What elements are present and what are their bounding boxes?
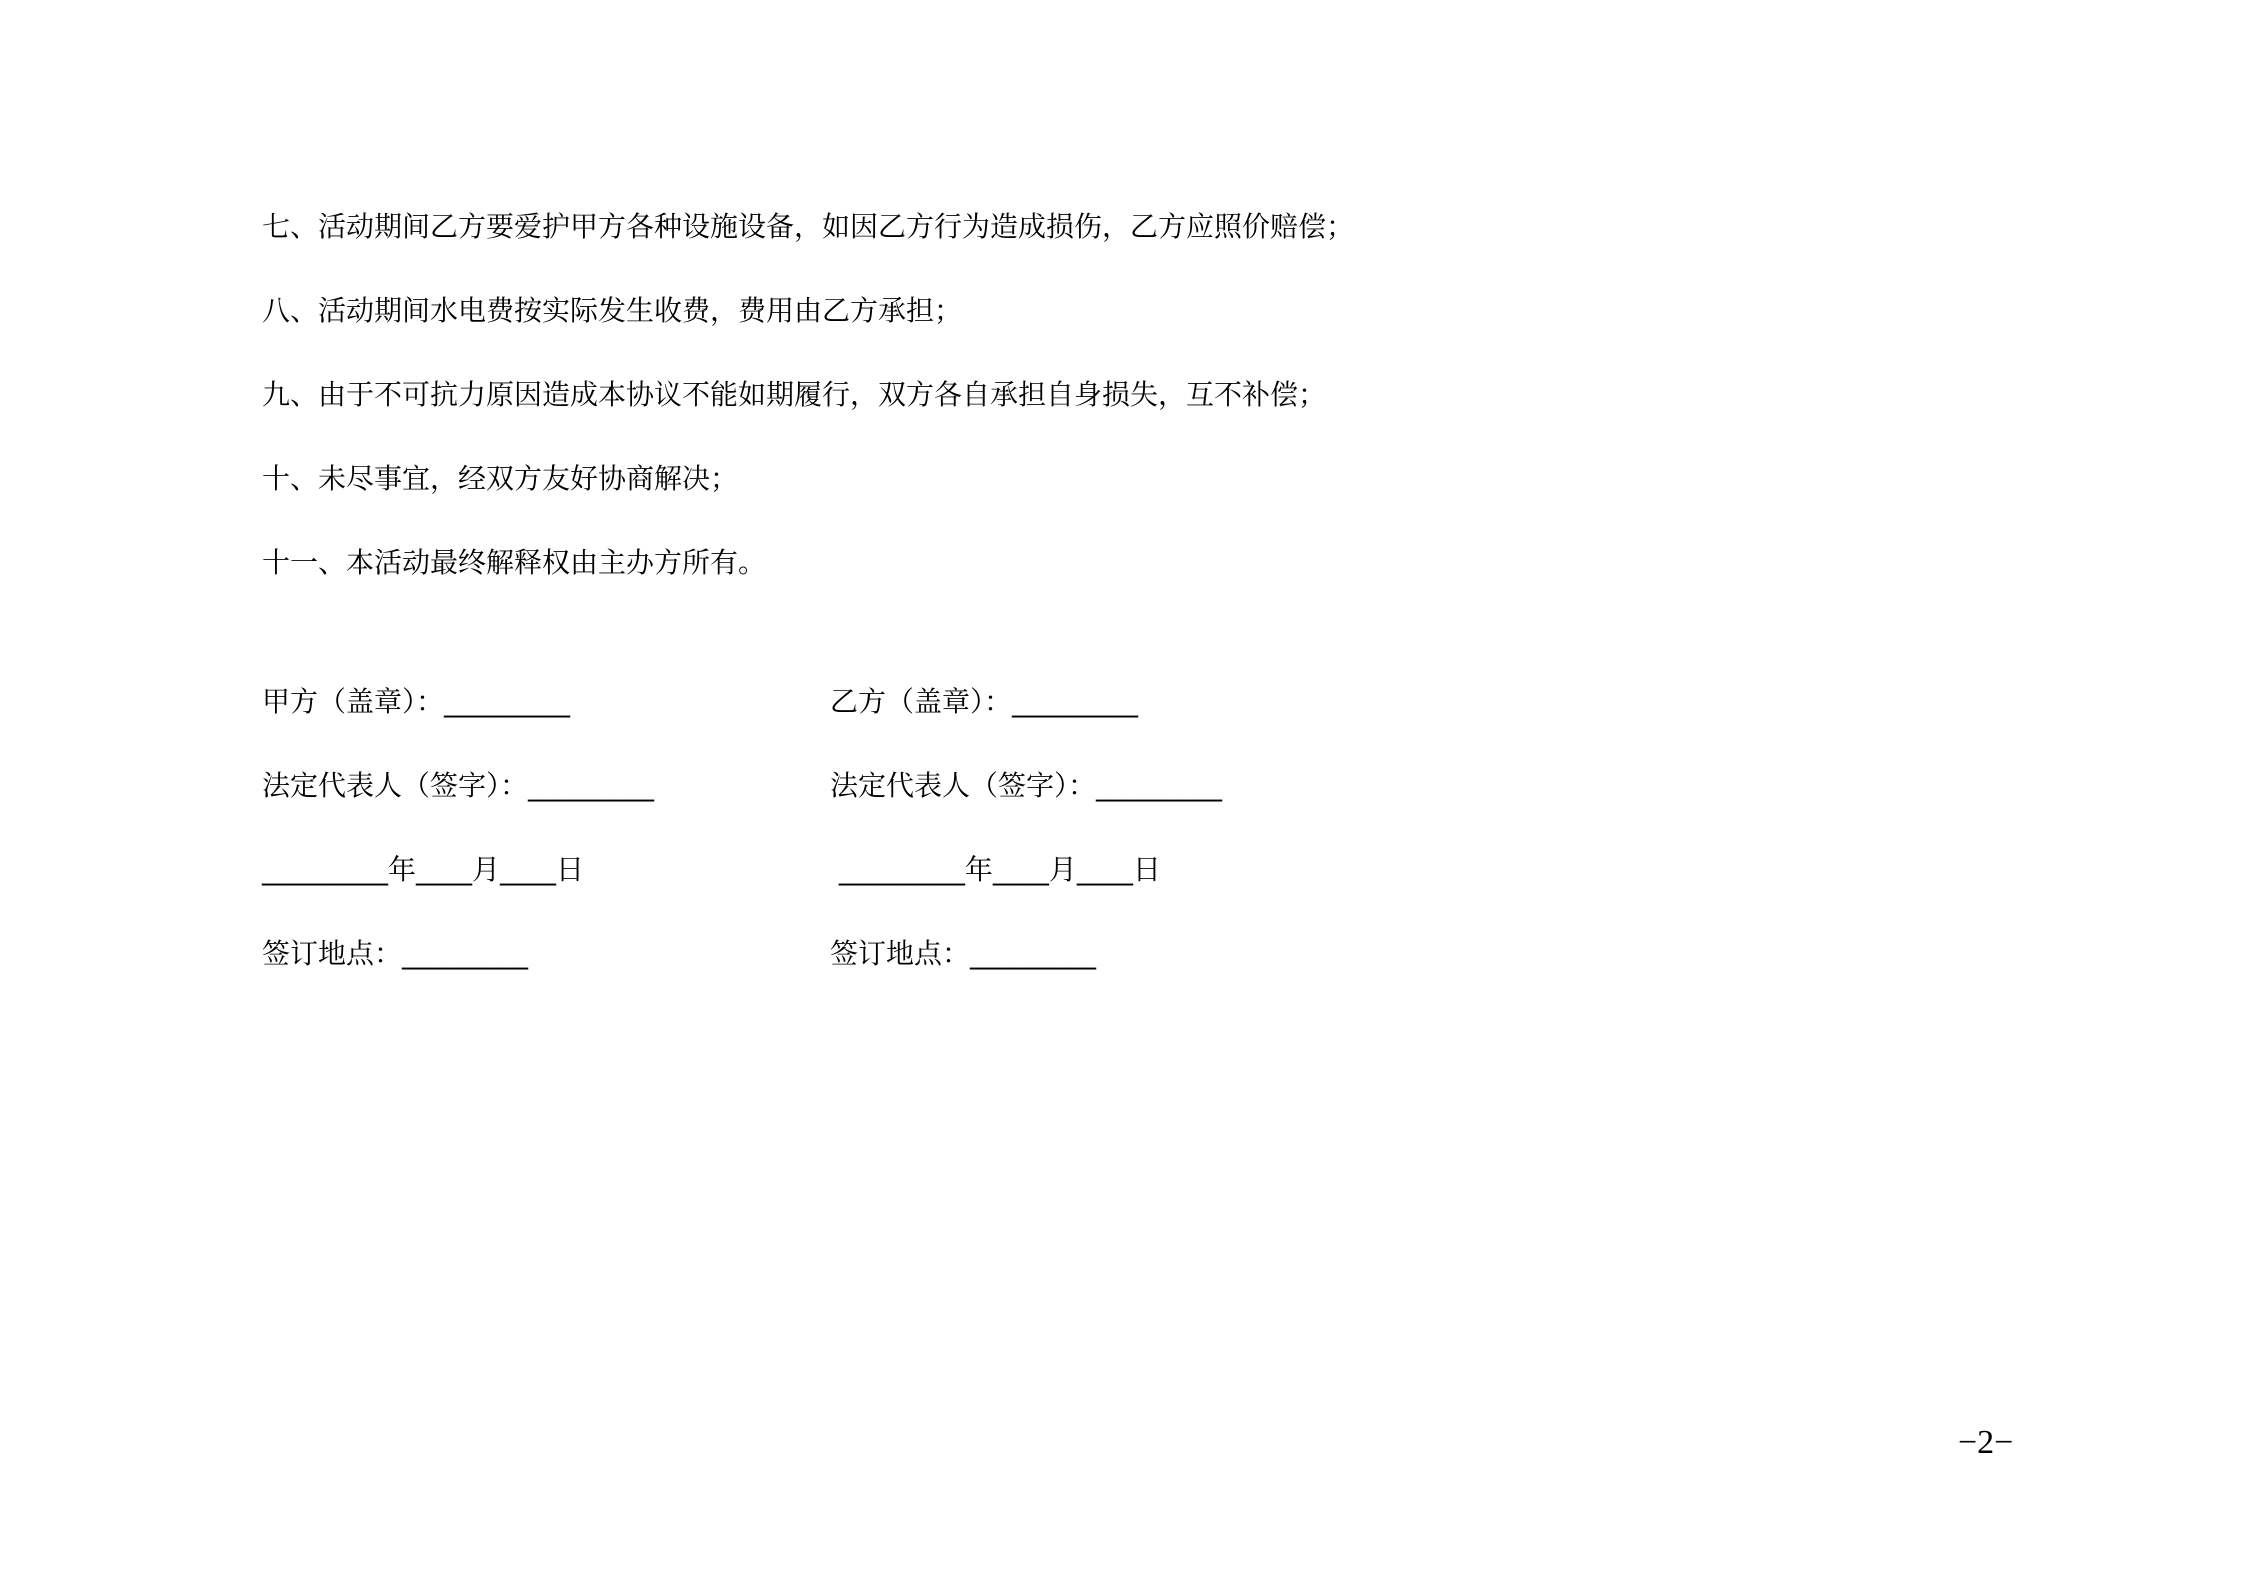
party-a-representative-line: 法定代表人（签字）：_________	[262, 769, 655, 802]
party-b-signature-block	[830, 682, 1222, 1018]
clause-7: 七、活动期间乙方要爱护甲方各种设施设备，如因乙方行为造成损伤，乙方应照价赔偿；	[262, 210, 1355, 243]
party-a-signature-block	[262, 682, 654, 1018]
clause-11: 十一、本活动最终解释权由主办方所有。	[262, 546, 767, 579]
page-number: −2−	[1958, 1424, 2014, 1461]
party-b-date-line: _________年____月____日	[830, 853, 1161, 886]
party-b-seal-line: 乙方（盖章）：_________	[830, 685, 1139, 718]
clause-10: 十、未尽事宜，经双方友好协商解决；	[262, 462, 739, 495]
party-b-place-line: 签订地点：_________	[830, 937, 1097, 970]
clause-list	[262, 207, 1762, 627]
party-a-place-line: 签订地点：_________	[262, 937, 529, 970]
party-a-seal-line: 甲方（盖章）：_________	[262, 685, 571, 718]
clause-9: 九、由于不可抗力原因造成本协议不能如期履行，双方各自承担自身损失，互不补偿；	[262, 378, 1327, 411]
party-b-representative-line: 法定代表人（签字）：_________	[830, 769, 1223, 802]
clause-8: 八、活动期间水电费按实际发生收费，费用由乙方承担；	[262, 294, 963, 327]
party-a-date-line: _________年____月____日	[262, 853, 585, 886]
